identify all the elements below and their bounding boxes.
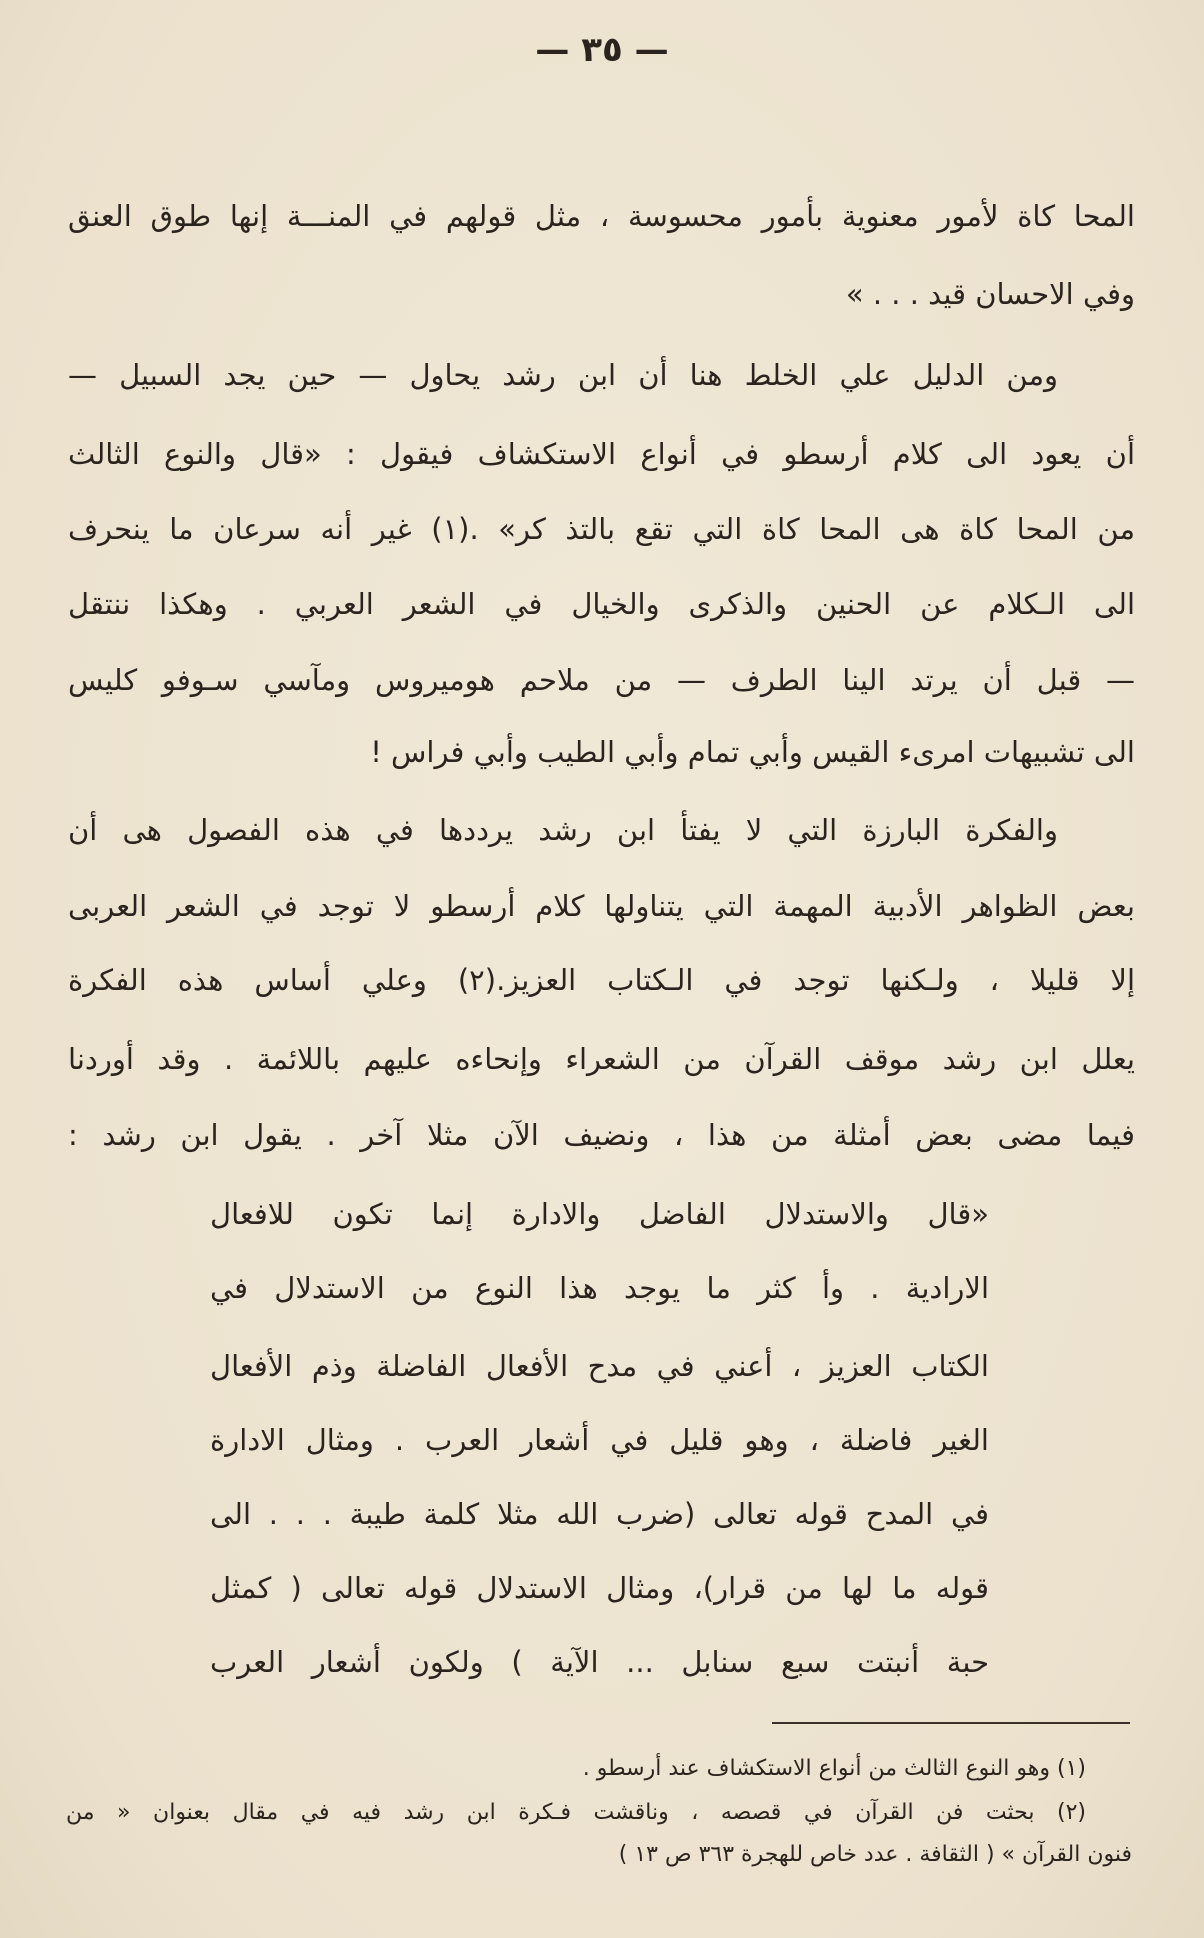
text-line: المحا كاة لأمور معنوية بأمور محسوسة ، مثل قولهم في المنـــة إنها طوق العنق	[68, 199, 1135, 233]
quote-line: قوله ما لها من قرار)، ومثال الاستدلال قوله تعالى ( كمثل	[210, 1571, 989, 1605]
text-line: يعلل ابن رشد موقف القرآن من الشعراء وإنحاءه عليهم باللائمة . وقد أوردنا	[68, 1042, 1135, 1076]
text-line: — قبل أن يرتد الينا الطرف — من ملاحم هوميروس ومآسي سـوفو كليس	[68, 663, 1135, 697]
text-line: فيما مضى بعض أمثلة من هذا ، ونضيف الآن مثلا آخر . يقول ابن رشد :	[68, 1118, 1135, 1152]
text-line: بعض الظواهر الأدبية المهمة التي يتناولها كلام أرسطو لا توجد في الشعر العربى	[68, 889, 1135, 923]
footnote: (٢) بحثت فن القرآن في قصصه ، وناقشت فـكرة ابن رشد فيه في مقال بعنوان « من	[66, 1800, 1086, 1825]
quote-line: الغير فاضلة ، وهو قليل في أشعار العرب . ومثال الادارة	[210, 1423, 989, 1457]
page-number: — ٣٥ —	[535, 30, 669, 70]
text-line: الى الـكلام عن الحنين والذكرى والخيال في الشعر العربي . وهكذا ننتقل	[68, 587, 1135, 621]
footnote: فنون القرآن » ( الثقافة . عدد خاص للهجرة ٣٦٣ ص ١٣ )	[618, 1842, 1132, 1867]
text-line: الى تشبيهات امرىء القيس وأبي تمام وأبي الطيب وأبي فراس !	[370, 735, 1135, 769]
quote-line: في المدح قوله تعالى (ضرب الله مثلا كلمة طيبة . . . الى	[210, 1497, 989, 1531]
footnote-divider	[772, 1722, 1130, 1724]
text-line: من المحا كاة هى المحا كاة التي تقع بالتذ كر» .(١) غير أنه سرعان ما ينحرف	[68, 512, 1135, 546]
text-line: ومن الدليل علي الخلط هنا أن ابن رشد يحاول — حين يجد السبيل —	[68, 358, 1058, 392]
text-line: إلا قليلا ، ولـكنها توجد في الـكتاب العزيز.(٢) وعلي أساس هذه الفكرة	[68, 963, 1136, 997]
text-line: أن يعود الى كلام أرسطو في أنواع الاستكشاف فيقول : «قال والنوع الثالث	[68, 437, 1135, 471]
quote-line: الارادية . وأ كثر ما يوجد هذا النوع من الاستدلال في	[210, 1271, 989, 1305]
text-line: والفكرة البارزة التي لا يفتأ ابن رشد يرددها في هذه الفصول هى أن	[68, 813, 1058, 847]
quote-line: الكتاب العزيز ، أعني في مدح الأفعال الفاضلة وذم الأفعال	[210, 1349, 989, 1383]
footnote: (١) وهو النوع الثالث من أنواع الاستكشاف عند أرسطو .	[582, 1756, 1086, 1781]
quote-line: حبة أنبتت سبع سنابل ... الآية ) ولكون أشعار العرب	[210, 1645, 989, 1679]
text-line: وفي الاحسان قيد . . . »	[845, 277, 1135, 311]
quote-line: «قال والاستدلال الفاضل والادارة إنما تكون للافعال	[210, 1197, 989, 1231]
